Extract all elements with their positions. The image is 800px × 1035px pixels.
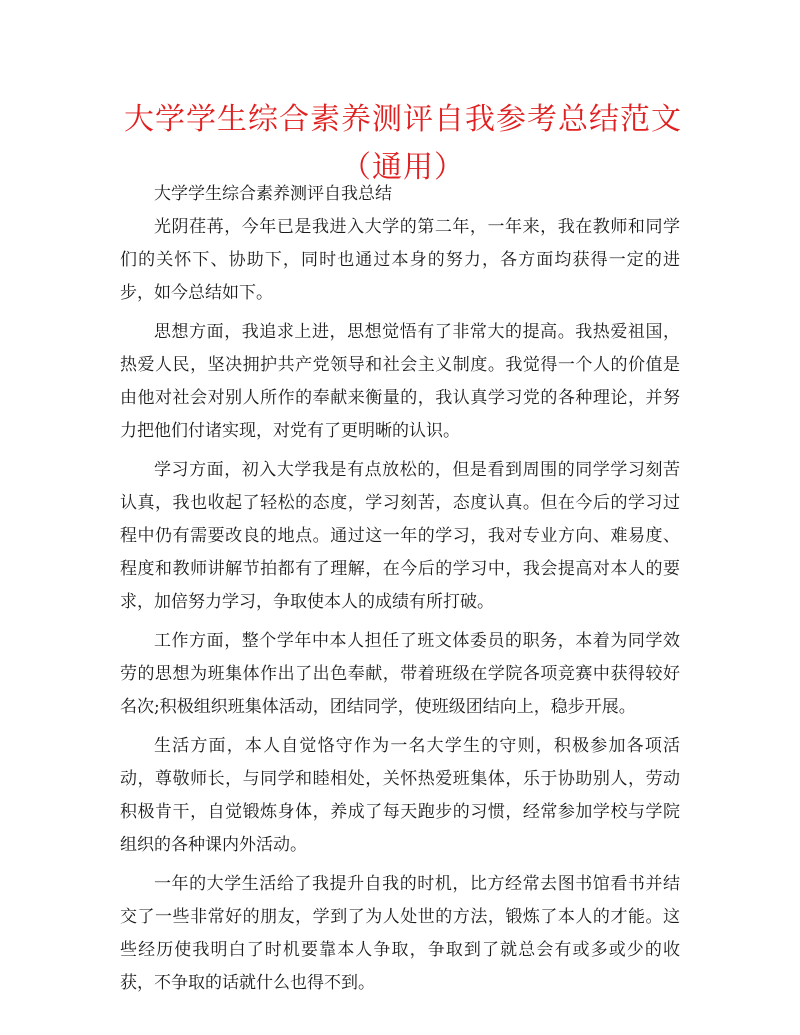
paragraph-summary: 一年的大学生活给了我提升自我的时机，比方经常去图书馆看书并结交了一些非常好的朋友，学到了为人处世的方法，锻炼了本人的才能。这些经历使我明白了时机要靠本人争取，争取到了就总会有或多或少的收获，不争取的话就什么也得不到。 (120, 874, 680, 993)
paragraph-work: 工作方面，整个学年中本人担任了班文体委员的职务，本着为同学效劳的思想为班集体作出了出色奉献，带着班级在学院各项竞赛中获得较好名次;积极组织班集体活动，团结同学，使班级团结向上，稳步开展。 (120, 631, 680, 717)
document-subtitle: 大学学生综合素养测评自我总结 (154, 184, 392, 204)
paragraph-thought: 思想方面，我追求上进，思想觉悟有了非常大的提高。我热爱祖国，热爱人民，坚决拥护共产党领导和社会主义制度。我觉得一个人的价值是由他对社会对别人所作的奉献来衡量的，我认真学习党的各种理论，并努力把他们付诸实现，对党有了更明晰的认识。 (120, 322, 680, 441)
document-body (120, 178, 680, 1006)
paragraph-intro: 光阴荏苒，今年已是我进入大学的第二年，一年来，我在教师和同学们的关怀下、协助下，同时也通过本身的努力，各方面均获得一定的进步，如今总结如下。 (120, 217, 680, 303)
paragraph-life: 生活方面，本人自觉恪守作为一名大学生的守则，积极参加各项活动，尊敬师长，与同学和睦相处，关怀热爱班集体，乐于协助别人，劳动积极肯干，自觉锻炼身体，养成了每天跑步的习惯，经常参加学校与学院组织的各种课内外活动。 (120, 736, 680, 855)
paragraph-study: 学习方面，初入大学我是有点放松的，但是看到周围的同学学习刻苦认真，我也收起了轻松的态度，学习刻苦，态度认真。但在今后的学习过程中仍有需要改良的地点。通过这一年的学习，我对专业方向、难易度、程度和教师讲解节拍都有了理解，在今后的学习中，我会提高对本人的要求，加倍努力学习，争取使本人的成绩有所打破。 (120, 460, 680, 612)
document-title: 大学学生综合素养测评自我参考总结范文（通用） (124, 102, 682, 185)
